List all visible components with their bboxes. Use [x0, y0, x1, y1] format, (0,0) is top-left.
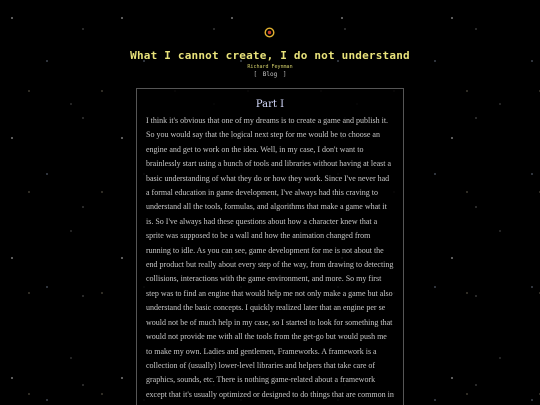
nav-bar — [0, 71, 540, 78]
ring-icon[interactable] — [264, 27, 275, 38]
article-card — [136, 88, 404, 405]
site-title: What I cannot create, I do not understand — [130, 49, 410, 62]
nav-link-blog[interactable]: Blog — [262, 71, 278, 78]
nav-bracket-open: [ — [253, 71, 258, 78]
quote-author: Richard Feynman — [247, 64, 293, 70]
article-title: Part I — [255, 99, 285, 110]
nav-bracket-close: ] — [282, 71, 287, 78]
article-body: I think it's obvious that one of my dreams is to create a game and publish it. So you would say that the logical next step for me would be to choose an engine and get to work on the idea. Well, in my case, I don't want to brainlessly start using a bunch of tools and libraries without having at least a basic understanding of what they do or how they work. Since I've never had a formal education in game development, I've always had this craving to understand all the tools, formulas, and algorithms that make a game what it is. So I've always had these questions about how a character knew that a sprite was supposed to be a wall and how the animation changed from running to idle. As you can see, game development for me is not about the end product but really about every step of the way, from drawing to detecting collisions, interactions with the game environment, and more. So my first step was to find an engine that would help me not only make a game but also understand the basic concepts. I quickly realized later that an engine per se would not be of much help in my case, so I started to look for something that would not provide me with all the tools from the get-go but would push me to make my own. Ladies and gentlemen, Frameworks. A framework is a collection of (usually) lower-level libraries and helpers that take care of graphics, sounds, etc. There is nothing game-related about a framework except that it's usually optimized or designed to do things that are common in — [146, 116, 394, 399]
